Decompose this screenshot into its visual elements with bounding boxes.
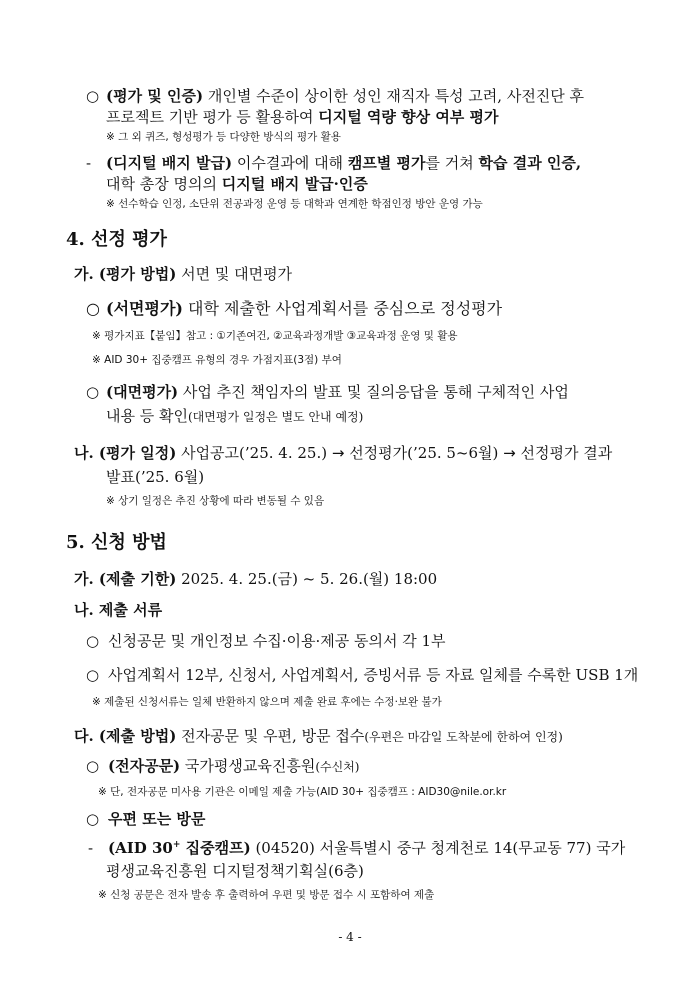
oral-eval-text-2: 내용 등 확인 — [106, 407, 188, 425]
circle-bullet: ○ — [86, 299, 100, 318]
deadline-line — [74, 572, 437, 587]
e-document-note — [98, 787, 506, 798]
circle-bullet: ○ — [86, 87, 100, 105]
note-text: 제출된 신청서류는 일체 반환하지 않으며 제출 완료 후에는 수정·보완 불가 — [104, 696, 442, 708]
circle-bullet: ○ — [86, 632, 100, 650]
badge-item-label: (디지털 배지 발급) — [106, 154, 233, 172]
submission-method-text: 전자공문 및 우편, 방문 접수 — [176, 727, 365, 745]
written-eval-note-1 — [92, 331, 458, 342]
written-eval-note-2 — [92, 355, 342, 366]
submission-method-label: 다. (제출 방법) — [74, 727, 177, 745]
oral-eval-small: (대면평가 일정은 별도 안내 예정) — [188, 410, 364, 424]
post-visit-label: 우편 또는 방문 — [108, 810, 206, 828]
note-text: 선수학습 인정, 소단위 전공과정 운영 등 대학과 연계한 학점인정 방안 운영 가능 — [118, 198, 483, 210]
dash-bullet: - — [88, 839, 94, 857]
post-address-line-2: 평생교육진흥원 디지털정책기획실(6층) — [106, 862, 364, 880]
e-document-line — [86, 759, 359, 774]
schedule-text-b: 선정평가(’25. 5~6월) — [344, 444, 504, 462]
circle-bullet: ○ — [86, 810, 100, 828]
note-mark: ※ — [92, 354, 101, 366]
circle-bullet: ○ — [86, 757, 100, 775]
submission-method-small: (우편은 마감일 도착분에 한하여 인정) — [364, 730, 563, 744]
badge-item-text-c: 대학 총장 명의의 — [106, 175, 222, 193]
eval-item-line — [86, 89, 584, 104]
note-text: 신청 공문은 전자 발송 후 출력하여 우편 및 방문 접수 시 포함하여 제출 — [110, 889, 435, 901]
badge-item-bold-c: 디지털 배지 발급·인증 — [221, 175, 368, 193]
document-item-text: 사업계획서 12부, 신청서, 사업계획서, 증빙서류 등 자료 일체를 수록한 USB 1개 — [108, 666, 639, 684]
post-visit-line — [86, 812, 205, 827]
badge-item-bold-b: 학습 결과 인증, — [478, 154, 582, 172]
badge-item-line-2 — [106, 177, 368, 192]
note-mark: ※ — [98, 786, 107, 798]
circle-bullet: ○ — [86, 383, 100, 401]
document-item — [86, 668, 638, 683]
note-text: AID 30+ 집중캠프 유형의 경우 가점지표(3점) 부여 — [104, 354, 342, 366]
e-document-text: 국가평생교육진흥원 — [180, 757, 316, 775]
page-number: - 4 - — [338, 930, 362, 944]
note-text: 그 외 퀴즈, 형성평가 등 다양한 방식의 평가 활용 — [118, 131, 341, 143]
e-document-label: (전자공문) — [108, 757, 181, 775]
eval-item-text-2: 프로젝트 기반 평가 등 활용하여 — [106, 108, 319, 126]
note-mark: ※ — [106, 198, 115, 210]
badge-item-note — [106, 199, 483, 210]
e-document-small: (수신처) — [315, 760, 360, 774]
written-eval-label: (서면평가) — [106, 299, 183, 318]
deadline-label: 가. (제출 기한) — [74, 570, 177, 588]
document-item — [86, 634, 446, 649]
schedule-note — [106, 496, 324, 507]
schedule-text-a: 사업공고(’25. 4. 25.) — [176, 444, 332, 462]
badge-item-text-b: 를 거쳐 — [425, 154, 479, 172]
method-text: 서면 및 대면평가 — [176, 265, 293, 283]
post-address-text: (04520) 서울특별시 중구 청계천로 14(무교동 77) 국가 — [250, 839, 626, 857]
badge-item-line — [86, 156, 581, 171]
eval-item-text: 개인별 수준이 상이한 성인 재직자 특성 고려, 사전진단 후 — [203, 87, 585, 105]
badge-item-text: 이수결과에 대해 — [232, 154, 348, 172]
documents-note — [92, 697, 442, 708]
eval-item-note — [106, 132, 341, 143]
submission-method-line — [74, 729, 563, 744]
method-label: 가. (평가 방법) — [74, 265, 177, 283]
document-item-text: 신청공문 및 개인정보 수집·이용·제공 동의서 각 1부 — [108, 632, 446, 650]
note-mark: ※ — [98, 889, 107, 901]
badge-item-bold: 캠프별 평가 — [347, 154, 426, 172]
note-mark: ※ — [106, 131, 115, 143]
post-address-line — [88, 841, 625, 856]
deadline-text: 2025. 4. 25.(금) ~ 5. 26.(월) 18:00 — [176, 570, 438, 588]
post-note — [98, 890, 434, 901]
oral-eval-line — [86, 385, 569, 400]
note-text: 상기 일정은 추진 상황에 따라 변동될 수 있음 — [118, 495, 325, 507]
schedule-label: 나. (평가 일정) — [74, 444, 177, 462]
written-eval-line — [86, 301, 502, 317]
eval-item-bold: 디지털 역량 향상 여부 평가 — [318, 108, 499, 126]
schedule-text-c: 선정평가 결과 — [515, 444, 613, 462]
arrow-icon: → — [503, 444, 516, 462]
schedule-line-2: 발표(’25. 6월) — [106, 468, 205, 486]
arrow-icon: → — [331, 444, 345, 462]
documents-label: 나. 제출 서류 — [74, 601, 163, 619]
note-mark: ※ — [106, 495, 115, 507]
oral-eval-text: 사업 추진 책임자의 발표 및 질의응답을 통해 구체적인 사업 — [178, 383, 569, 401]
section-heading: 4. 선정 평가 — [66, 229, 167, 250]
written-eval-text: 대학 제출한 사업계획서를 중심으로 정성평가 — [182, 299, 503, 318]
note-mark: ※ — [92, 330, 101, 342]
note-text: 평가지표【붙임】참고 : ①기존여건, ②교육과정개발 ③교육과정 운영 및 활용 — [104, 330, 458, 342]
eval-item-line-2 — [106, 110, 499, 125]
dash-bullet: - — [86, 154, 92, 172]
oral-eval-line-2 — [106, 409, 363, 424]
eval-item-label: (평가 및 인증) — [106, 87, 204, 105]
post-address-label: (AID 30 — [108, 839, 173, 857]
section-heading: 5. 신청 방법 — [66, 532, 167, 553]
method-line — [74, 267, 292, 282]
post-address-label-b: 집중캠프) — [180, 839, 251, 857]
oral-eval-label: (대면평가) — [106, 383, 179, 401]
superscript-plus: + — [172, 840, 181, 850]
note-mark: ※ — [92, 696, 101, 708]
circle-bullet: ○ — [86, 666, 100, 684]
schedule-line — [74, 446, 612, 461]
note-text: 단, 전자공문 미사용 기관은 이메일 제출 가능(AID 30+ 집중캠프 : AID30@nile.or.kr — [110, 786, 507, 798]
